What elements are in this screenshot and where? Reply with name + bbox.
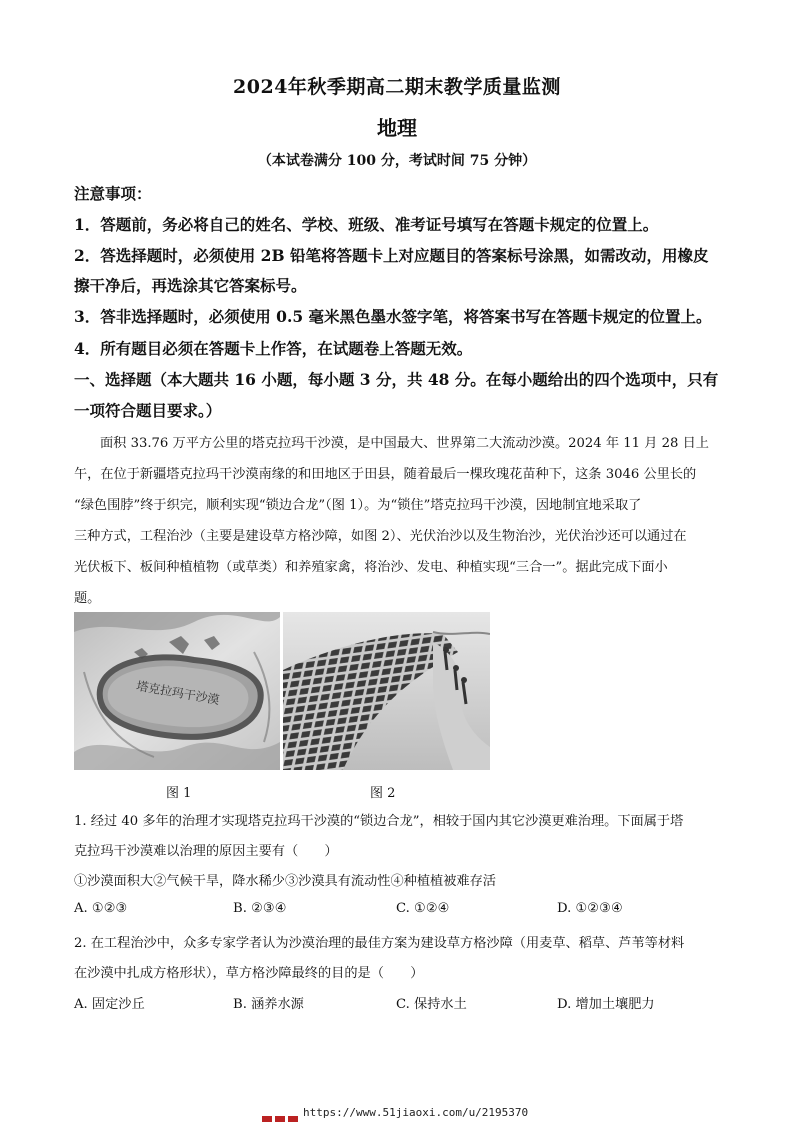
q2-stem: 2. 在工程治沙中，众多专家学者认为沙漠治理的最佳方案为建设草方格沙障（用麦草、稻草、芦苇等材料 <box>74 936 685 951</box>
passage-line: “绿色围脖”终于织完，顺利实现“锁边合龙”（图 1）。为“锁住”塔克拉玛干沙漠，因地制宜地采取了 <box>74 498 642 513</box>
q1-option-b: B. ②③④ <box>233 901 287 916</box>
passage-line: 午，在位于新疆塔克拉玛干沙漠南缘的和田地区于田县，随着最后一棵玫瑰花苗种下，这条 3046 公里长的 <box>74 467 697 482</box>
exam-title: 2024年秋季期高二期末教学质量监测 <box>233 76 561 98</box>
notice-item: 1．答题前，务必将自己的姓名、学校、班级、准考证号填写在答题卡规定的位置上。 <box>74 215 659 234</box>
q1-statements: ①沙漠面积大②气候干旱，降水稀少③沙漠具有流动性④种植植被难存活 <box>74 874 496 889</box>
subject-title: 地理 <box>377 116 417 140</box>
footer-logo-icon <box>262 1108 300 1127</box>
q1-option-a: A. ①②③ <box>74 901 128 916</box>
section-heading: 一、选择题（本大题共 16 小题，每小题 3 分，共 48 分。在每小题给出的四个选项中，只有 <box>74 370 719 389</box>
q2-option-d: D. 增加土壤肥力 <box>557 997 655 1012</box>
footer-url-link[interactable]: https://www.51jiaoxi.com/u/2195370 <box>303 1106 529 1119</box>
passage-line: 题。 <box>74 591 101 606</box>
notice-item: 2．答选择题时，必须使用 2B 铅笔将答题卡上对应题目的答案标号涂黑，如需改动，用橡皮 <box>74 246 709 265</box>
figure-2-image <box>283 612 490 770</box>
q2-option-b: B. 涵养水源 <box>233 997 304 1012</box>
figure-1-label: 塔克拉玛干沙漠 <box>135 678 221 708</box>
q2-option-c: C. 保持水土 <box>396 997 467 1012</box>
exam-note: （本试卷满分 100 分，考试时间 75 分钟） <box>257 153 537 169</box>
passage-line: 面积 33.76 万平方公里的塔克拉玛干沙漠，是中国最大、世界第二大流动沙漠。2024 年 11 月 28 日上 <box>100 436 709 451</box>
passage-line: 光伏板下、板间种植植物（或草类）和养殖家禽，将治沙、发电、种植实现“三合一”。据此完成下面小 <box>74 560 668 575</box>
figure-1-caption: 图 1 <box>166 786 192 801</box>
notice-item: 4．所有题目必须在答题卡上作答，在试题卷上答题无效。 <box>74 339 473 358</box>
section-heading-cont: 一项符合题目要求。） <box>74 401 222 420</box>
q2-stem-cont: 在沙漠中扎成方格形状），草方格沙障最终的目的是（ ） <box>74 966 424 981</box>
notice-item: 擦干净后，再选涂其它答案标号。 <box>74 276 307 295</box>
q2-option-a: A. 固定沙丘 <box>74 997 145 1012</box>
passage-line: 三种方式，工程治沙（主要是建设草方格沙障，如图 2）、光伏治沙以及生物治沙，光伏治沙还可以通过在 <box>74 529 687 544</box>
notice-item: 3．答非选择题时，必须使用 0.5 毫米黑色墨水签字笔，将答案书写在答题卡规定的位置上。 <box>74 307 712 326</box>
q1-option-d: D. ①②③④ <box>557 901 623 916</box>
q1-stem-cont: 克拉玛干沙漠难以治理的原因主要有（ ） <box>74 844 338 859</box>
q1-option-c: C. ①②④ <box>396 901 450 916</box>
q1-stem: 1. 经过 40 多年的治理才实现塔克拉玛干沙漠的“锁边合龙”，相较于国内其它沙漠更难治理。下面属于塔 <box>74 814 684 829</box>
figure-1-image <box>74 612 280 770</box>
figure-2-caption: 图 2 <box>370 786 396 801</box>
notice-heading: 注意事项： <box>74 184 152 203</box>
